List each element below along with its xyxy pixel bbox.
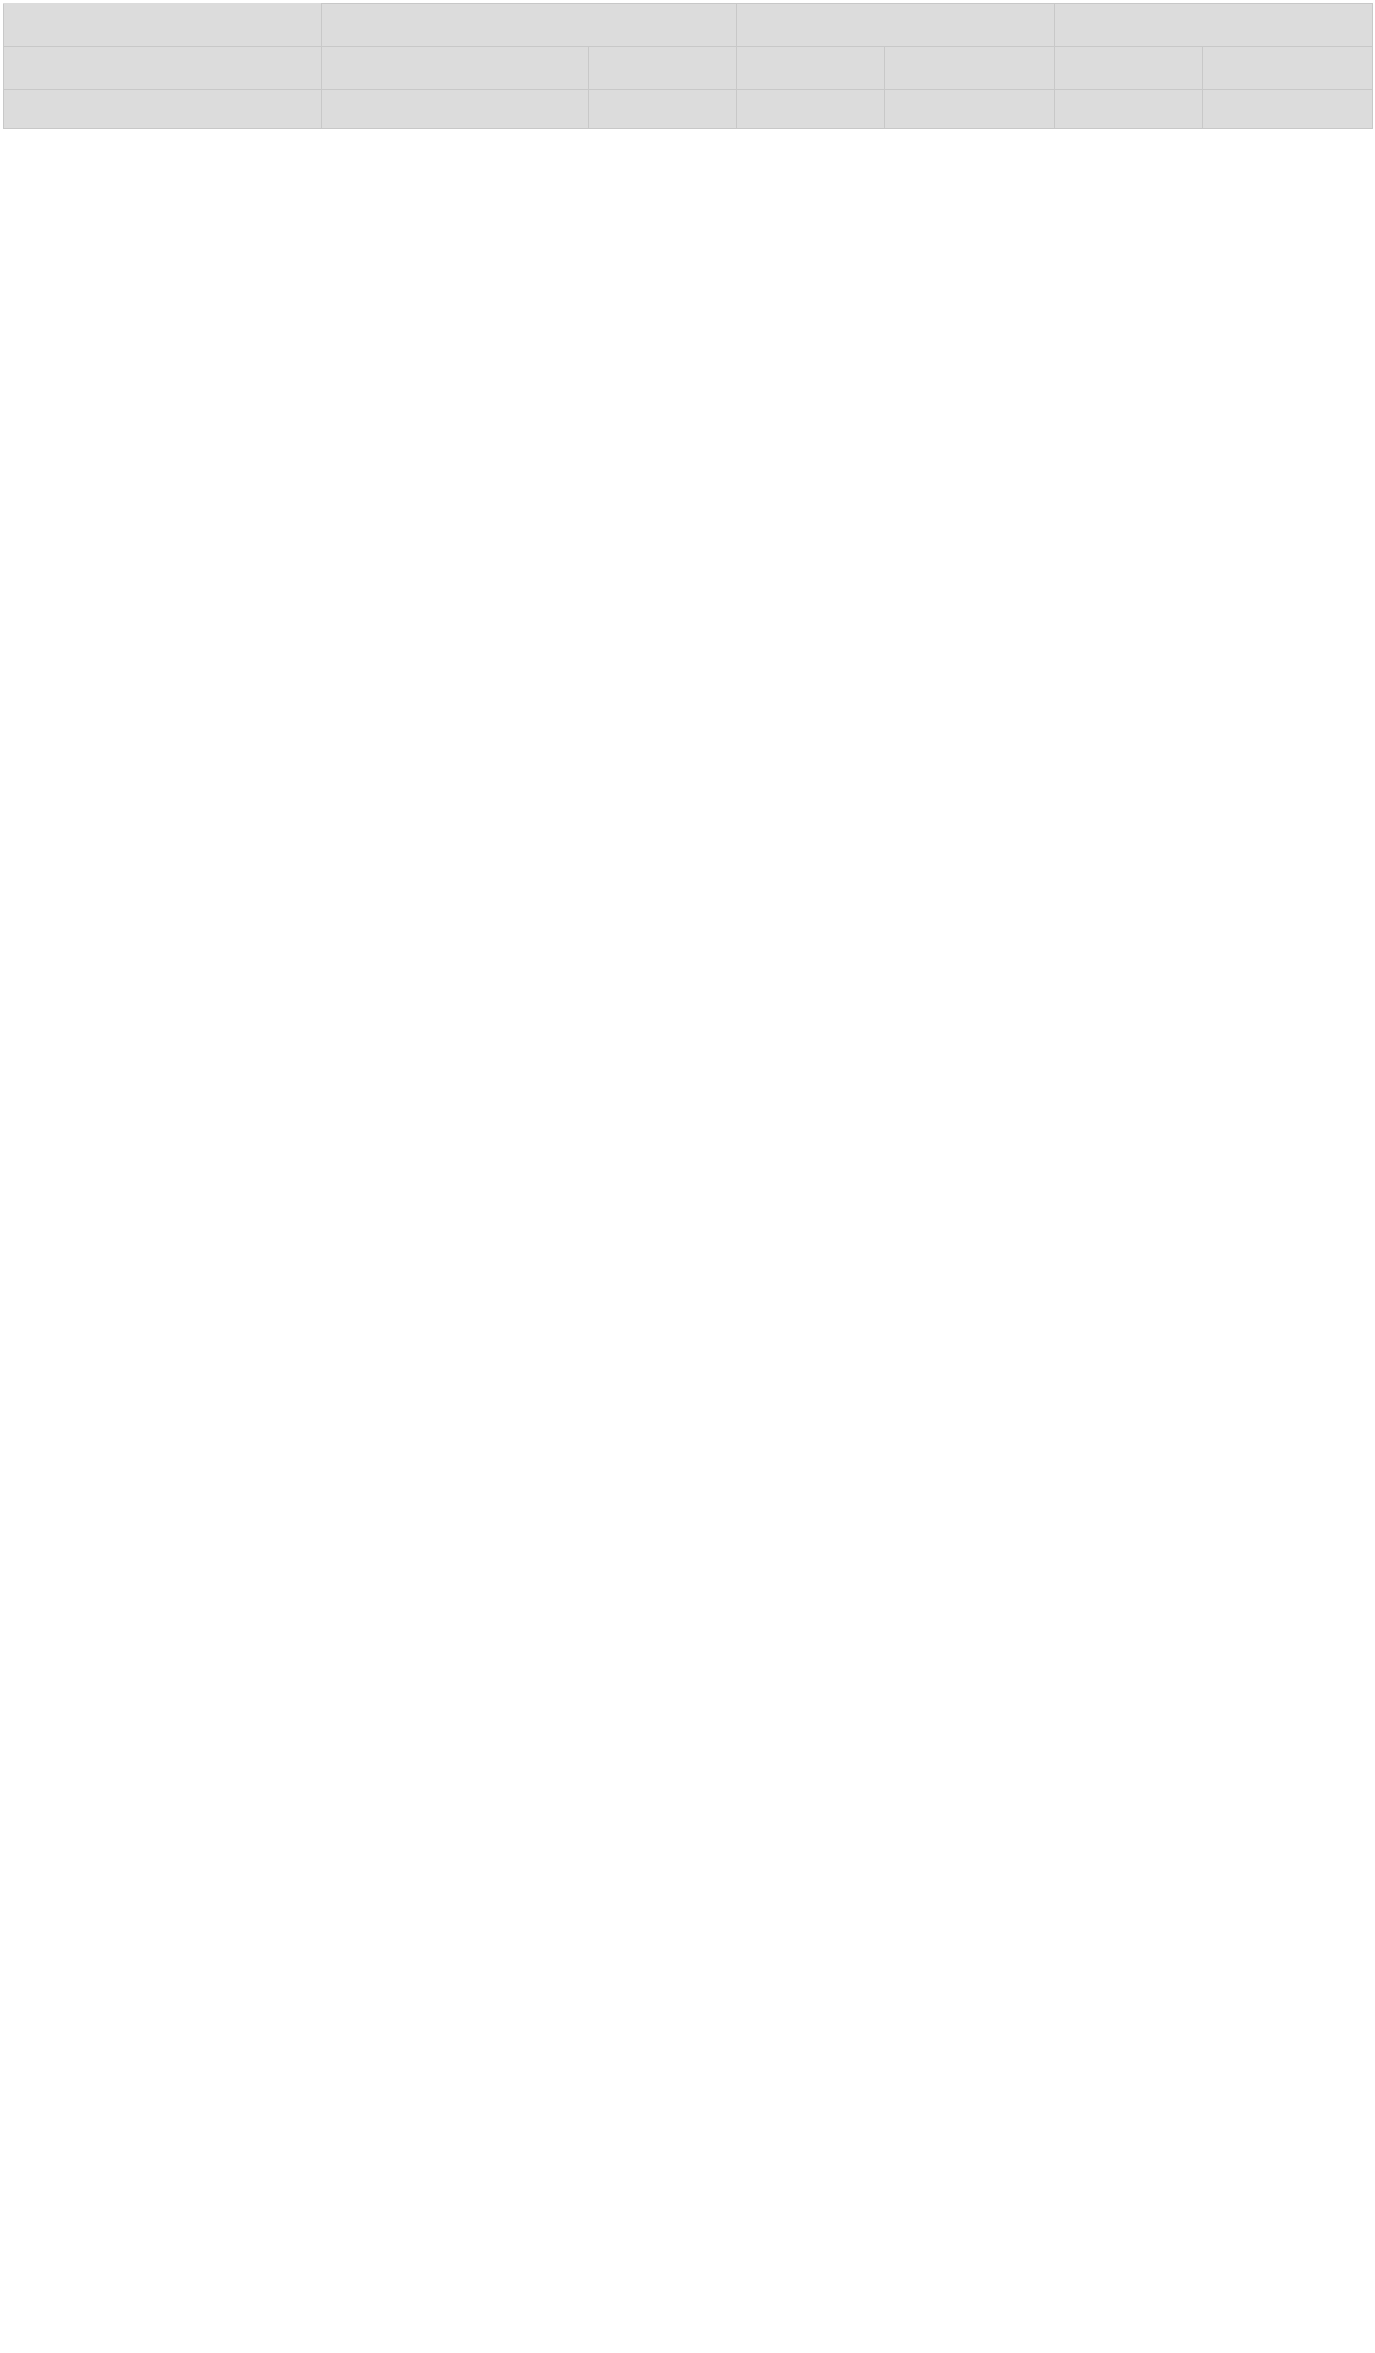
subheader-label-cell — [3, 90, 321, 129]
female-mean-header — [321, 47, 588, 90]
subheader-row — [3, 90, 1372, 129]
female-sd-header — [588, 47, 736, 90]
males-mean-header — [736, 47, 884, 90]
males-sd-header — [884, 47, 1054, 90]
prob-header — [1202, 47, 1372, 90]
table-wrapper — [0, 0, 1375, 129]
female-n-header — [321, 90, 588, 129]
f-stat-header — [1054, 47, 1202, 90]
header-label-cell — [3, 47, 321, 90]
header-row-stats — [3, 47, 1372, 90]
p-value-header — [1202, 90, 1372, 129]
males-group-header — [736, 4, 1054, 47]
header-blank-cell — [3, 4, 321, 47]
subheader-body — [3, 90, 1372, 129]
chi-square-header — [1054, 90, 1202, 129]
males-percent-header — [884, 90, 1054, 129]
female-group-header — [321, 4, 736, 47]
sex-difference-table — [3, 3, 1373, 129]
males-n-header — [736, 90, 884, 129]
sex-difference-header — [1054, 4, 1372, 47]
female-percent-header — [588, 90, 736, 129]
header-row-groups — [3, 4, 1372, 47]
